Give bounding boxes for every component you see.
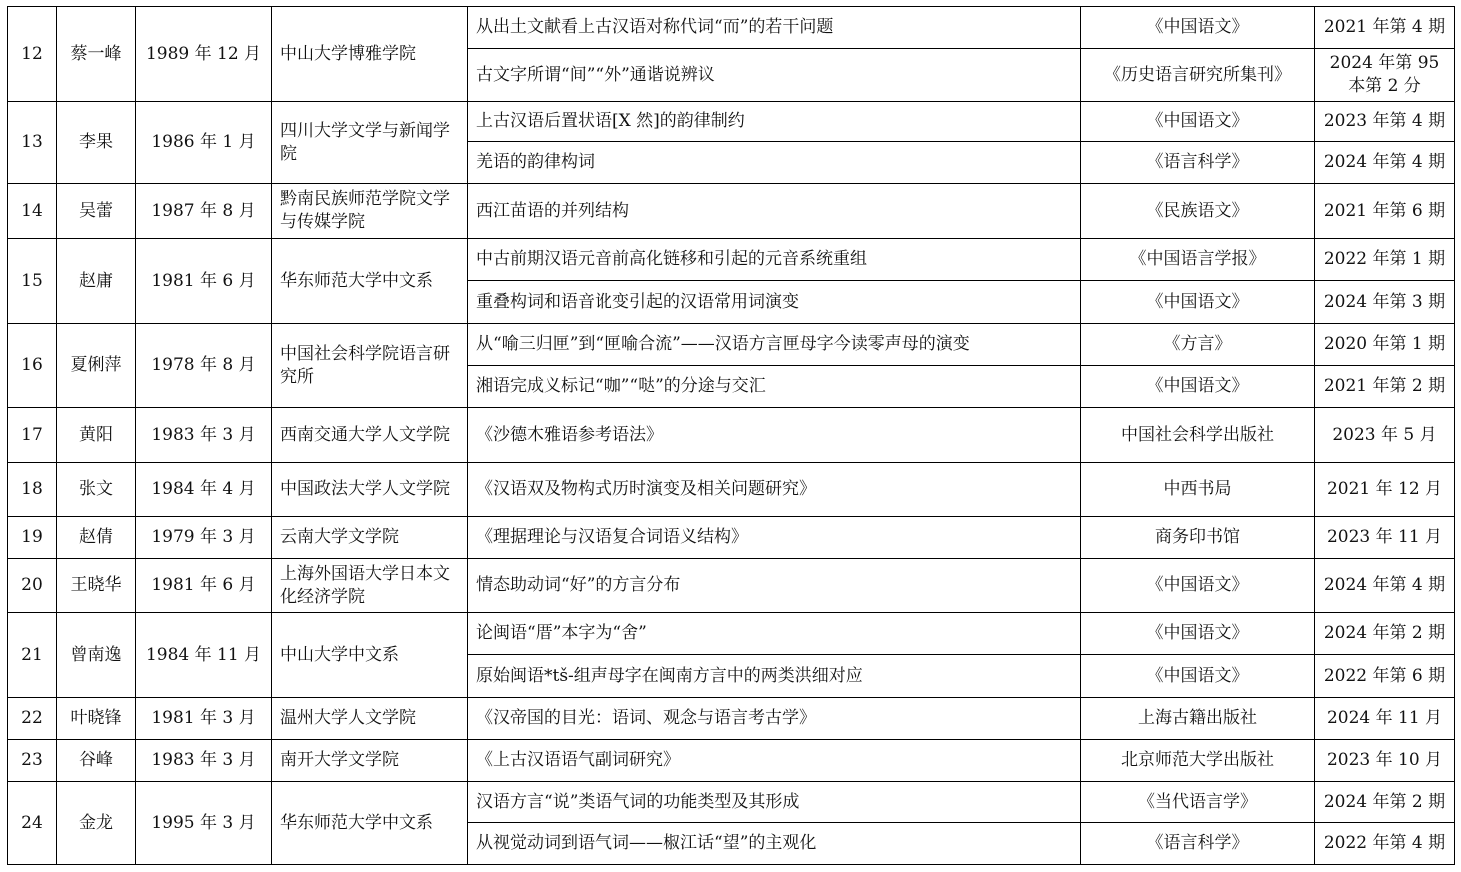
work-title-cell: 《汉帝国的目光：语词、观念与语言考古学》 xyxy=(468,698,1081,740)
affiliation-cell: 云南大学文学院 xyxy=(272,517,468,559)
publication-date-cell: 2021 年 12 月 xyxy=(1315,463,1455,517)
name-cell: 张文 xyxy=(57,463,136,517)
publication-date-cell: 2024 年第 2 期 xyxy=(1315,782,1455,823)
publication-date-cell: 2024 年第 4 期 xyxy=(1315,142,1455,184)
affiliation-cell: 中山大学中文系 xyxy=(272,613,468,698)
venue-cell: 《中国语文》 xyxy=(1081,655,1315,698)
venue-cell: 《中国语文》 xyxy=(1081,102,1315,142)
birth-date-cell: 1981 年 3 月 xyxy=(136,698,272,740)
table-row xyxy=(8,408,1455,463)
birth-date-cell: 1989 年 12 月 xyxy=(136,7,272,102)
publication-date-cell: 2023 年 10 月 xyxy=(1315,740,1455,782)
work-title-cell: 从“喻三归匣”到“匣喻合流”——汉语方言匣母字今读零声母的演变 xyxy=(468,324,1081,366)
birth-date-cell: 1981 年 6 月 xyxy=(136,239,272,324)
work-title-cell: 从视觉动词到语气词——椒江话“望”的主观化 xyxy=(468,823,1081,865)
publication-date-cell: 2022 年第 1 期 xyxy=(1315,239,1455,281)
work-title-cell: 湘语完成义标记“咖”“哒”的分途与交汇 xyxy=(468,366,1081,408)
birth-date-cell: 1983 年 3 月 xyxy=(136,740,272,782)
row-number-cell: 23 xyxy=(8,740,57,782)
affiliation-cell: 中国社会科学院语言研究所 xyxy=(272,324,468,408)
row-number-cell: 16 xyxy=(8,324,57,408)
venue-cell: 《语言科学》 xyxy=(1081,142,1315,184)
publication-date-cell: 2021 年第 4 期 xyxy=(1315,7,1455,49)
work-title-cell: 《理据理论与汉语复合词语义结构》 xyxy=(468,517,1081,559)
venue-cell: 《历史语言研究所集刊》 xyxy=(1081,49,1315,102)
table-row xyxy=(8,7,1455,49)
name-cell: 曾南逸 xyxy=(57,613,136,698)
publication-date-cell: 2023 年 5 月 xyxy=(1315,408,1455,463)
venue-cell: 《中国语文》 xyxy=(1081,281,1315,324)
work-title-cell: 西江苗语的并列结构 xyxy=(468,184,1081,239)
affiliation-cell: 黔南民族师范学院文学与传媒学院 xyxy=(272,184,468,239)
affiliation-cell: 华东师范大学中文系 xyxy=(272,782,468,865)
name-cell: 黄阳 xyxy=(57,408,136,463)
awardee-table xyxy=(7,6,1455,865)
row-number-cell: 17 xyxy=(8,408,57,463)
table-row xyxy=(8,698,1455,740)
birth-date-cell: 1984 年 11 月 xyxy=(136,613,272,698)
publication-date-cell: 2024 年第 2 期 xyxy=(1315,613,1455,655)
table-row xyxy=(8,102,1455,142)
table-row xyxy=(8,613,1455,655)
work-title-cell: 《上古汉语语气副词研究》 xyxy=(468,740,1081,782)
table-row xyxy=(8,559,1455,613)
affiliation-cell: 中国政法大学人文学院 xyxy=(272,463,468,517)
affiliation-cell: 四川大学文学与新闻学院 xyxy=(272,102,468,184)
row-number-cell: 21 xyxy=(8,613,57,698)
venue-cell: 中西书局 xyxy=(1081,463,1315,517)
row-number-cell: 12 xyxy=(8,7,57,102)
table-row xyxy=(8,184,1455,239)
row-number-cell: 15 xyxy=(8,239,57,324)
name-cell: 金龙 xyxy=(57,782,136,865)
affiliation-cell: 温州大学人文学院 xyxy=(272,698,468,740)
row-number-cell: 22 xyxy=(8,698,57,740)
work-title-cell: 重叠构词和语音讹变引起的汉语常用词演变 xyxy=(468,281,1081,324)
birth-date-cell: 1986 年 1 月 xyxy=(136,102,272,184)
venue-cell: 商务印书馆 xyxy=(1081,517,1315,559)
row-number-cell: 24 xyxy=(8,782,57,865)
row-number-cell: 18 xyxy=(8,463,57,517)
work-title-cell: 从出土文献看上古汉语对称代词“而”的若干问题 xyxy=(468,7,1081,49)
work-title-cell: 中古前期汉语元音前高化链移和引起的元音系统重组 xyxy=(468,239,1081,281)
birth-date-cell: 1979 年 3 月 xyxy=(136,517,272,559)
publication-date-cell: 2020 年第 1 期 xyxy=(1315,324,1455,366)
name-cell: 谷峰 xyxy=(57,740,136,782)
venue-cell: 《中国语文》 xyxy=(1081,559,1315,613)
venue-cell: 《民族语文》 xyxy=(1081,184,1315,239)
table-row xyxy=(8,782,1455,823)
venue-cell: 北京师范大学出版社 xyxy=(1081,740,1315,782)
name-cell: 蔡一峰 xyxy=(57,7,136,102)
row-number-cell: 19 xyxy=(8,517,57,559)
publication-date-cell: 2024 年第 95 本第 2 分 xyxy=(1315,49,1455,102)
venue-cell: 中国社会科学出版社 xyxy=(1081,408,1315,463)
work-title-cell: 汉语方言“说”类语气词的功能类型及其形成 xyxy=(468,782,1081,823)
work-title-cell: 古文字所谓“间”“外”通谐说辨议 xyxy=(468,49,1081,102)
venue-cell: 《中国语文》 xyxy=(1081,613,1315,655)
name-cell: 吴蕾 xyxy=(57,184,136,239)
table-body xyxy=(8,7,1455,865)
publication-date-cell: 2024 年第 3 期 xyxy=(1315,281,1455,324)
publication-date-cell: 2021 年第 2 期 xyxy=(1315,366,1455,408)
birth-date-cell: 1983 年 3 月 xyxy=(136,408,272,463)
name-cell: 叶晓锋 xyxy=(57,698,136,740)
venue-cell: 上海古籍出版社 xyxy=(1081,698,1315,740)
venue-cell: 《中国语言学报》 xyxy=(1081,239,1315,281)
affiliation-cell: 中山大学博雅学院 xyxy=(272,7,468,102)
name-cell: 夏俐萍 xyxy=(57,324,136,408)
work-title-cell: 《汉语双及物构式历时演变及相关问题研究》 xyxy=(468,463,1081,517)
table-row xyxy=(8,517,1455,559)
publication-date-cell: 2022 年第 4 期 xyxy=(1315,823,1455,865)
row-number-cell: 20 xyxy=(8,559,57,613)
name-cell: 李果 xyxy=(57,102,136,184)
row-number-cell: 14 xyxy=(8,184,57,239)
table-row xyxy=(8,740,1455,782)
work-title-cell: 《沙德木雅语参考语法》 xyxy=(468,408,1081,463)
publication-date-cell: 2022 年第 6 期 xyxy=(1315,655,1455,698)
birth-date-cell: 1987 年 8 月 xyxy=(136,184,272,239)
birth-date-cell: 1978 年 8 月 xyxy=(136,324,272,408)
affiliation-cell: 西南交通大学人文学院 xyxy=(272,408,468,463)
affiliation-cell: 华东师范大学中文系 xyxy=(272,239,468,324)
publication-date-cell: 2021 年第 6 期 xyxy=(1315,184,1455,239)
affiliation-cell: 上海外国语大学日本文化经济学院 xyxy=(272,559,468,613)
affiliation-cell: 南开大学文学院 xyxy=(272,740,468,782)
table-row xyxy=(8,324,1455,366)
birth-date-cell: 1984 年 4 月 xyxy=(136,463,272,517)
venue-cell: 《语言科学》 xyxy=(1081,823,1315,865)
name-cell: 赵倩 xyxy=(57,517,136,559)
work-title-cell: 羌语的韵律构词 xyxy=(468,142,1081,184)
birth-date-cell: 1981 年 6 月 xyxy=(136,559,272,613)
venue-cell: 《当代语言学》 xyxy=(1081,782,1315,823)
venue-cell: 《中国语文》 xyxy=(1081,7,1315,49)
venue-cell: 《中国语文》 xyxy=(1081,366,1315,408)
name-cell: 赵庸 xyxy=(57,239,136,324)
row-number-cell: 13 xyxy=(8,102,57,184)
work-title-cell: 上古汉语后置状语[X 然]的韵律制约 xyxy=(468,102,1081,142)
name-cell: 王晓华 xyxy=(57,559,136,613)
work-title-cell: 情态助动词“好”的方言分布 xyxy=(468,559,1081,613)
publication-date-cell: 2023 年第 4 期 xyxy=(1315,102,1455,142)
birth-date-cell: 1995 年 3 月 xyxy=(136,782,272,865)
publication-date-cell: 2023 年 11 月 xyxy=(1315,517,1455,559)
work-title-cell: 原始闽语*tš-组声母字在闽南方言中的两类洪细对应 xyxy=(468,655,1081,698)
publication-date-cell: 2024 年 11 月 xyxy=(1315,698,1455,740)
venue-cell: 《方言》 xyxy=(1081,324,1315,366)
table-row xyxy=(8,463,1455,517)
table-row xyxy=(8,239,1455,281)
work-title-cell: 论闽语“厝”本字为“舍” xyxy=(468,613,1081,655)
publication-date-cell: 2024 年第 4 期 xyxy=(1315,559,1455,613)
